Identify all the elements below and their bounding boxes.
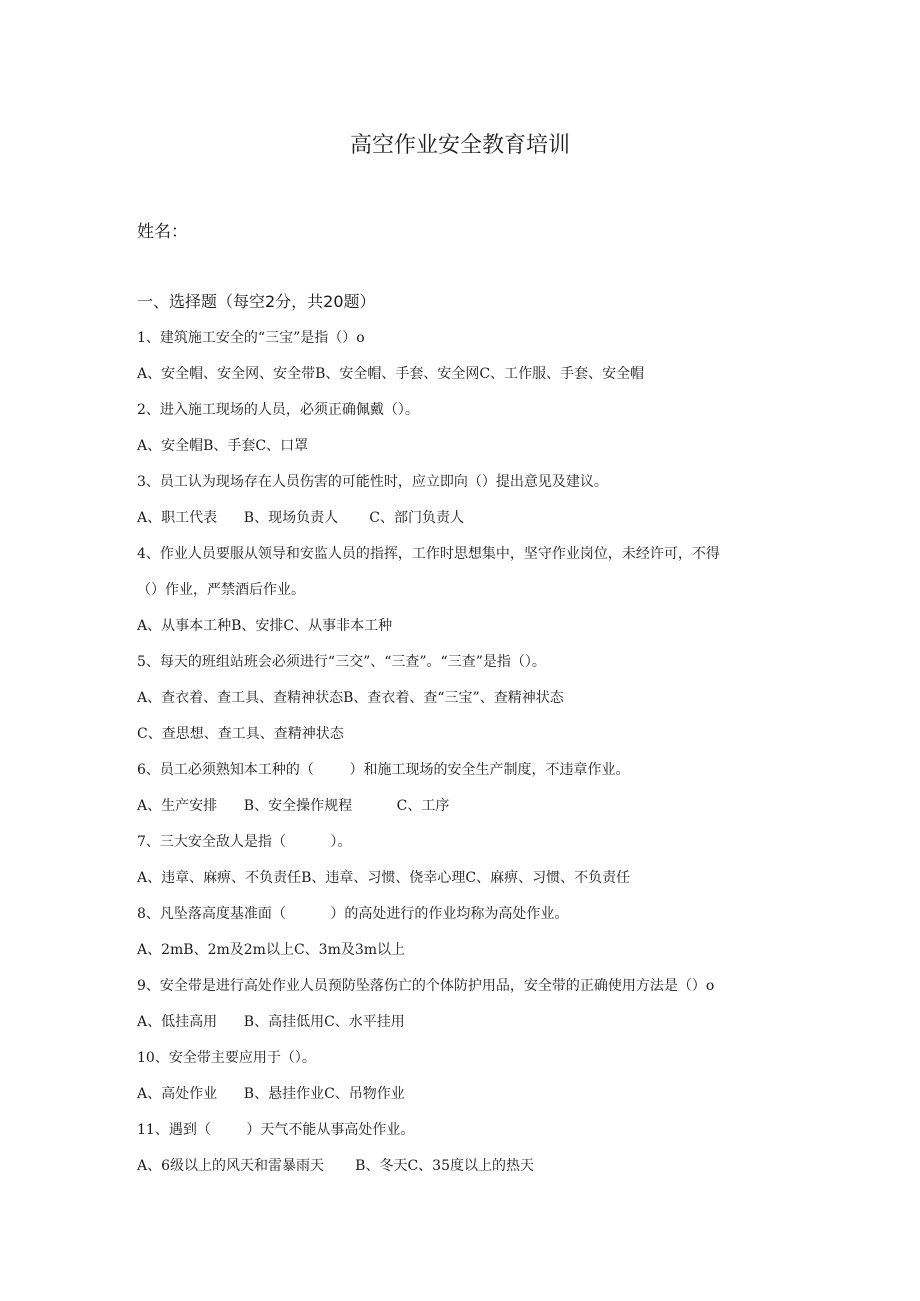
- question-line: 10、安全带主要应用于（）。: [137, 1050, 316, 1066]
- answer-options: A、查衣着、查工具、查精神状态B、查衣着、查“三宝”、查精神状态: [137, 690, 564, 706]
- name-label: 姓名：: [137, 222, 188, 242]
- question-line: 1、建筑施工安全的“三宝”是指（）o: [137, 330, 365, 346]
- question-line: 7、三大安全敌人是指（ ）。: [137, 834, 352, 850]
- question-list: [137, 327, 797, 1191]
- answer-options: A、安全帽、安全网、安全带B、安全帽、手套、安全网C、工作服、手套、安全帽: [137, 366, 645, 382]
- section-title: 一、选择题（每空2分，共20题）: [137, 292, 376, 311]
- answer-options: A、2mB、2m及2m以上C、3m及3m以上: [137, 942, 406, 958]
- answer-options: A、安全帽B、手套C、口罩: [137, 438, 309, 454]
- question-line: 3、员工认为现场存在人员伤害的可能性时，应立即向（）提出意见及建议。: [137, 474, 608, 490]
- question-line: 5、每天的班组站班会必须进行“三交”、“三查”。“三查”是指（）。: [137, 654, 546, 670]
- question-line: 11、遇到（ ）天气不能从事高处作业。: [137, 1122, 415, 1138]
- answer-options: A、高处作业 B、悬挂作业C、吊物作业: [137, 1086, 405, 1102]
- answer-options: A、职工代表 B、现场负责人 C、部门负责人: [137, 510, 464, 526]
- question-line: 4、作业人员要服从领导和安监人员的指挥，工作时思想集中，坚守作业岗位，未经许可，不得: [137, 546, 720, 562]
- question-line: 2、进入施工现场的人员，必须正确佩戴（）。: [137, 402, 419, 418]
- answer-options: A、低挂高用 B、高挂低用C、水平挂用: [137, 1014, 405, 1030]
- question-line-continued: （）作业，严禁酒后作业。: [137, 582, 305, 598]
- answer-options: C、查思想、查工具、查精神状态: [137, 726, 344, 742]
- answer-options: A、生产安排 B、安全操作规程 C、工序: [137, 798, 450, 814]
- question-line: 9、安全带是进行高处作业人员预防坠落伤亡的个体防护用品，安全带的正确使用方法是（）o: [137, 978, 715, 994]
- answer-options: A、从事本工种B、安排C、从事非本工种: [137, 618, 393, 634]
- question-line: 6、员工必须熟知本工种的（ ）和施工现场的安全生产制度，不违章作业。: [137, 762, 630, 778]
- question-line: 8、凡坠落高度基准面（ ）的高处进行的作业均称为高处作业。: [137, 906, 569, 922]
- answer-options: A、违章、麻痹、不负责任B、违章、习惯、侥幸心理C、麻痹、习惯、不负责任: [137, 870, 631, 886]
- answer-options: A、6级以上的风天和雷暴雨天 B、冬天C、35度以上的热天: [137, 1158, 534, 1174]
- document-title: 高空作业安全教育培训: [349, 133, 570, 158]
